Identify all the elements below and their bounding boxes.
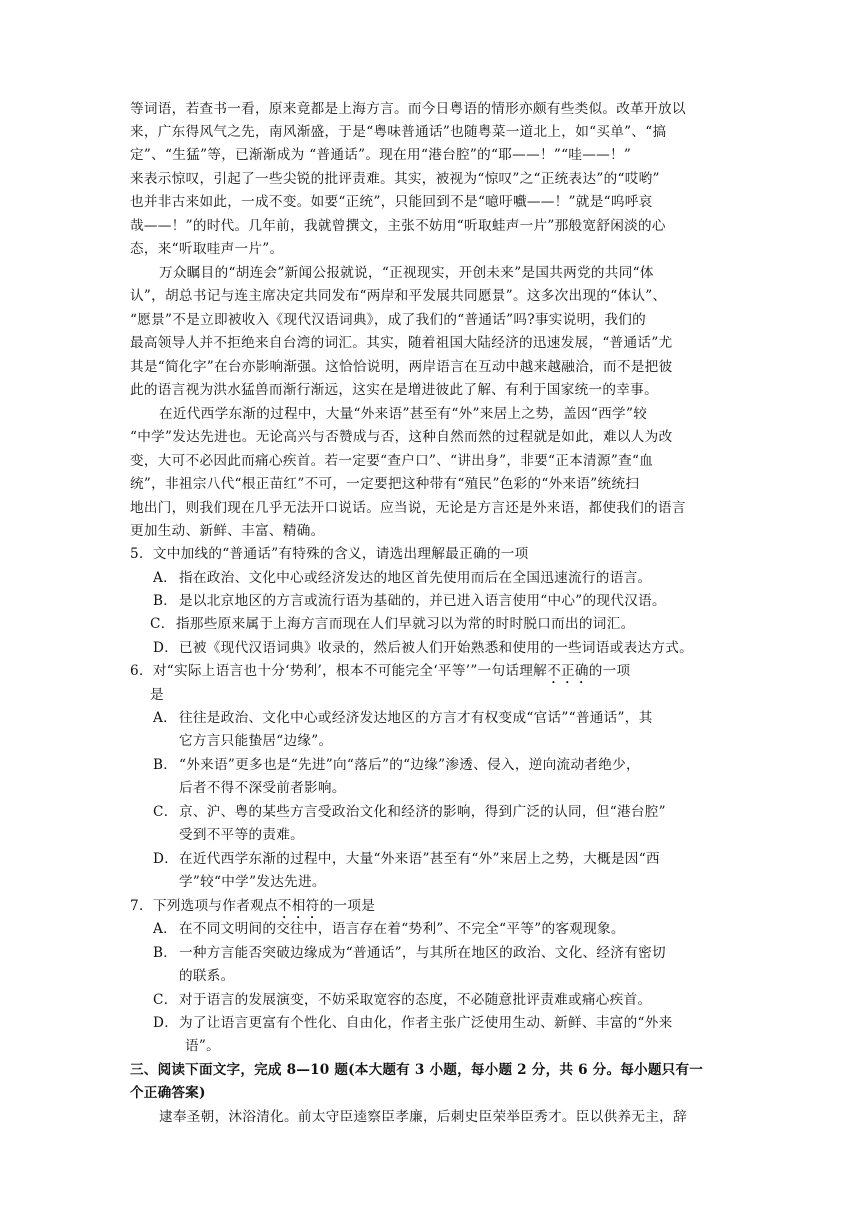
option-label: D． bbox=[153, 1015, 179, 1031]
question-stem: 5．文中加线的“普通话”有特殊的含义，请选出理解最正确的一项 bbox=[130, 546, 529, 562]
option-a[interactable] bbox=[153, 707, 736, 754]
text-line: 等词语，若查书一看，原来竟都是上海方言。而今日粤语的情形亦颇有些类似。改革开放以 bbox=[130, 101, 686, 117]
option-label: C． bbox=[153, 804, 178, 820]
emphasis-text: 不正确 bbox=[547, 663, 589, 679]
text-line: 地出门，则我们现在几乎无法开口说话。应当说，无论是方言还是外来语，都使我们的语言 bbox=[130, 500, 686, 516]
option-text: 是以北京地区的方言或流行语为基础的，并已进入语言使用“中心”的现代汉语。 bbox=[179, 593, 666, 609]
option-text-cont: 受到不平等的责难。 bbox=[179, 827, 305, 844]
text-line: 来表示惊叹，引起了一些尖锐的批评责难。其实，被视为“惊叹”之“正统表达”的“哎哟” bbox=[130, 171, 660, 187]
option-text-cont: 的联系。 bbox=[179, 968, 235, 985]
text-line: “中学”发达先进也。无论高兴与否赞成与否，这种自然而然的过程就是如此，难以人为改 bbox=[130, 429, 673, 445]
text-line: 认”，胡总书记与连主席决定共同发布“两岸和平发展共同愿景”。这多次出现的“体认”、 bbox=[130, 288, 667, 304]
text-line: 变，大可不必因此而痛心疾首。若一定要“查户口”、“讲出身”，非要“正本清源”查“血 bbox=[130, 453, 654, 469]
option-b[interactable] bbox=[153, 942, 736, 989]
option-text: 指那些原来属于上海方言而现在人们早就习以为常的时时脱口而出的词汇。 bbox=[176, 616, 635, 632]
option-text: 对于语言的发展演变，不妨采取宽容的态度，不必随意批评责难或痛心疾首。 bbox=[179, 992, 652, 1008]
question-stem bbox=[130, 660, 736, 687]
text-line: 更加生动、新鲜、丰富、精确。 bbox=[130, 523, 325, 539]
text-line: 统”，非祖宗八代“根正苗红”不可，一定要把这种带有“殖民”色彩的“外来语”统统扫 bbox=[130, 476, 640, 492]
option-label: A． bbox=[153, 570, 178, 586]
option-text: 在不同文明间的交往中，语言存在着“势利”、不完全“平等”的客观现象。 bbox=[179, 921, 625, 937]
option-label: D． bbox=[153, 851, 179, 867]
option-c[interactable] bbox=[150, 613, 733, 636]
option-c[interactable] bbox=[153, 801, 736, 848]
option-label: B． bbox=[153, 757, 178, 773]
text-line: 在近代西学东渐的过程中，大量“外来语”甚至有“外”来居上之势，盖因“西学”较 bbox=[159, 406, 648, 422]
option-text-cont: 学”较“中学”发达先进。 bbox=[179, 874, 326, 891]
option-label: C． bbox=[150, 616, 175, 632]
option-text: 为了让语言更富有个性化、自由化，作者主张广泛使用生动、新鲜、丰富的“外来 bbox=[179, 1015, 673, 1031]
section-heading-line: 三、阅读下面文字，完成 8—10 题(本大题有 3 小题，每小题 2 分，共 6 分。每小题只有一 bbox=[130, 1062, 704, 1078]
option-text: 在近代西学东渐的过程中，大量“外来语”甚至有“外”来居上之势，大概是因“西 bbox=[179, 851, 660, 867]
option-label: B． bbox=[153, 945, 178, 961]
text-line: 哉——！”的时代。几年前，我就曾撰文，主张不妨用“听取蛙声一片”那般宽舒闲淡的心 bbox=[130, 218, 666, 234]
option-text-cont: 后者不得不深受前者影响。 bbox=[179, 780, 346, 797]
text-line: 逮奉圣朝，沐浴清化。前太守臣逵察臣孝廉，后刺史臣荣举臣秀才。臣以供养无主，辞 bbox=[159, 1109, 687, 1125]
option-text: 一种方言能否突破边缘成为“普通话”，与其所在地区的政治、文化、经济有密切 bbox=[179, 945, 666, 961]
emphasis-text: 不相符 bbox=[277, 898, 320, 914]
text-line: 其是“简化字”在台亦影响渐强。这恰恰说明，两岸语言在互动中越来越融洽，而不是把彼 bbox=[130, 359, 673, 375]
option-label: D． bbox=[153, 640, 179, 656]
option-text: 已被《现代汉语词典》收录的，然后被人们开始熟悉和使用的一些词语或表达方式。 bbox=[179, 640, 694, 656]
option-text: 指在政治、文化中心或经济发达的地区首先使用而后在全国迅速流行的语言。 bbox=[179, 570, 652, 586]
option-text: 京、沪、粤的某些方言受政治文化和经济的影响，得到广泛的认同，但“港台腔” bbox=[179, 804, 666, 820]
option-label: C． bbox=[153, 992, 178, 1008]
option-label: A． bbox=[153, 710, 178, 726]
option-b[interactable] bbox=[153, 590, 736, 613]
text-line: 此的语言视为洪水猛兽而渐行渐远，这实在是增进彼此了解、有利于国家统一的幸事。 bbox=[130, 382, 658, 398]
text-line: 也并非古来如此，一成不变。如要“正统”，只能回到不是“噫吁嚱——！”就是“呜呼哀 bbox=[130, 194, 653, 210]
text-line: 来，广东得风气之先，南风渐盛，于是“粤味普通话”也随粤菜一道北上，如“买单”、“搞 bbox=[130, 124, 667, 140]
option-text-cont: 它方言只能蛰居“边缘”。 bbox=[179, 733, 333, 750]
option-label: B． bbox=[153, 593, 178, 609]
text-line: “愿景”不是立即被收入《现代汉语词典》，成了我们的“普通话”吗?事实说明，我们的 bbox=[130, 312, 647, 328]
option-a[interactable] bbox=[153, 918, 736, 941]
text-line: 最高领导人并不拒绝来自台湾的词汇。其实，随着祖国大陆经济的迅速发展，“普通话”尤 bbox=[130, 335, 673, 351]
question-stem-cont: 是 bbox=[150, 687, 164, 703]
option-c[interactable] bbox=[153, 989, 736, 1012]
option-a[interactable] bbox=[153, 567, 736, 590]
stem-text: 的一项 bbox=[588, 663, 631, 679]
option-text: “外来语”更多也是“先进”向“落后”的“边缘”渗透、侵入，逆向流动者绝少， bbox=[179, 757, 640, 773]
text-line: 万众瞩目的“胡连会”新闻公报就说，“正视现实，开创未来”是国共两党的共同“体 bbox=[159, 265, 654, 281]
option-label: A． bbox=[153, 921, 178, 937]
stem-text: 6．对“实际上语言也十分‘势利’，根本不可能完全‘平等’”一句话理解 bbox=[130, 663, 548, 679]
option-text-cont: 语”。 bbox=[185, 1038, 221, 1055]
option-b[interactable] bbox=[153, 754, 736, 801]
text-line: 定”、“生猛”等，已渐渐成为 “普通话”。现在用“港台腔”的“耶——！”“哇——！” bbox=[130, 147, 632, 163]
section-heading-line: 个正确答案) bbox=[130, 1085, 206, 1101]
option-d[interactable] bbox=[153, 848, 736, 895]
option-text: 往往是政治、文化中心或经济发达地区的方言才有权变成“官话”“普通话”，其 bbox=[179, 710, 653, 726]
option-d[interactable] bbox=[153, 1012, 736, 1059]
text-line: 态，来“听取哇声一片”。 bbox=[130, 241, 284, 257]
stem-text: 的一项是 bbox=[319, 898, 376, 914]
option-d[interactable] bbox=[153, 637, 736, 660]
stem-text: 7．下列选项与作者观点 bbox=[130, 898, 278, 914]
